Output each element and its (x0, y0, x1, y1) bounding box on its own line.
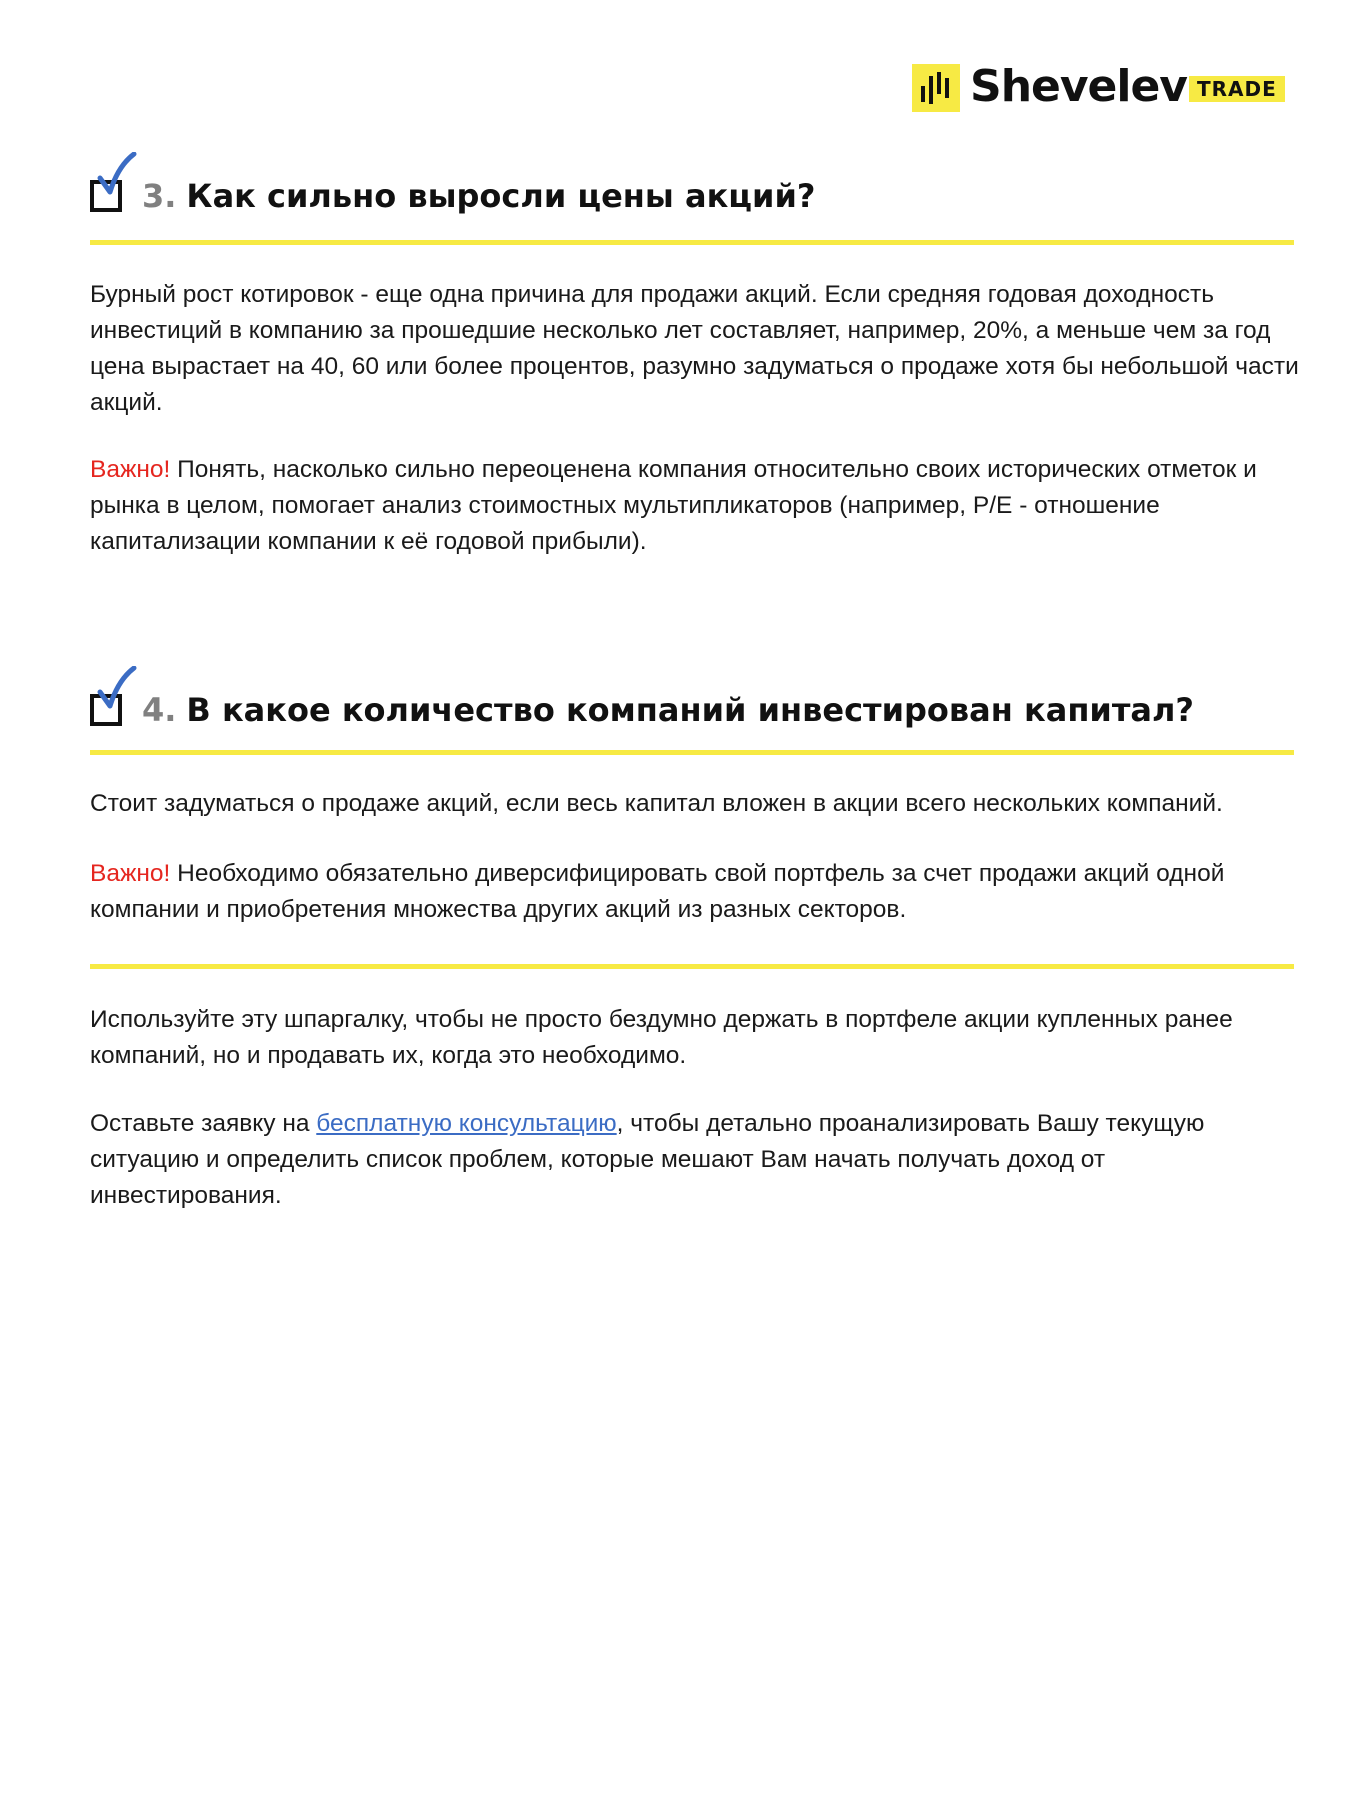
important-text: Необходимо обязательно диверсифицировать свой портфель за счет продажи акций одной компании и приобретения множества других акций из разных секторов. (90, 860, 1225, 923)
important-label: Важно! (90, 456, 171, 483)
section-4-title: В какое количество компаний инвестирован капитал? (186, 691, 1194, 729)
section-3-body: Бурный рост котировок - еще одна причина для продажи акций. Если средняя годовая доходность инвестиций в компанию за прошедшие несколько лет составляет, например, 20%, а меньше чем за год цена вырастает на 40, 60 или более процентов, разумно задуматься о продаже хотя бы небольшой части акций. (90, 281, 1299, 416)
free-consultation-link[interactable]: бесплатную консультацию (316, 1110, 617, 1137)
section-4-divider (90, 750, 1294, 755)
closing-text-after: , чтобы детально проанализировать Вашу текущую ситуацию и определить список проблем, которые мешают Вам начать получать доход от инвестирования. (90, 1110, 1205, 1209)
section-3-header (90, 168, 1290, 228)
closing-paragraph-2 (90, 1106, 1300, 1214)
closing-text-before: Оставьте заявку на (90, 1110, 317, 1137)
section-4-header (90, 682, 1290, 742)
section-3-divider (90, 240, 1294, 245)
closing-paragraph-1: Используйте эту шпаргалку, чтобы не просто бездумно держать в портфеле акции купленных ранее компаний, но и продавать их, когда это необходимо. (90, 1006, 1233, 1069)
logo (912, 61, 1285, 112)
bar-chart-icon (912, 64, 960, 112)
logo-name: Shevelev (970, 61, 1187, 112)
checkmark-icon (94, 666, 138, 714)
important-text: Понять, насколько сильно переоценена компания относительно своих исторических отметок и рынка в целом, помогает анализ стоимостных мультипликаторов (например, P/E - отношение капитализации компании к её годовой прибыли). (90, 456, 1257, 555)
section-3-important (90, 452, 1300, 560)
logo-tag: TRADE (1189, 76, 1285, 102)
section-3-number: 3. (142, 177, 177, 215)
section-3-heading (142, 176, 815, 216)
checkmark-icon (94, 152, 138, 200)
section-4-number: 4. (142, 691, 177, 729)
closing-divider (90, 964, 1294, 969)
section-3-title: Как сильно выросли цены акций? (186, 177, 816, 215)
section-4-important (90, 856, 1300, 928)
section-4-heading (142, 690, 1194, 730)
section-4-body: Стоит задуматься о продаже акций, если весь капитал вложен в акции всего нескольких компаний. (90, 790, 1223, 817)
important-label: Важно! (90, 860, 171, 887)
